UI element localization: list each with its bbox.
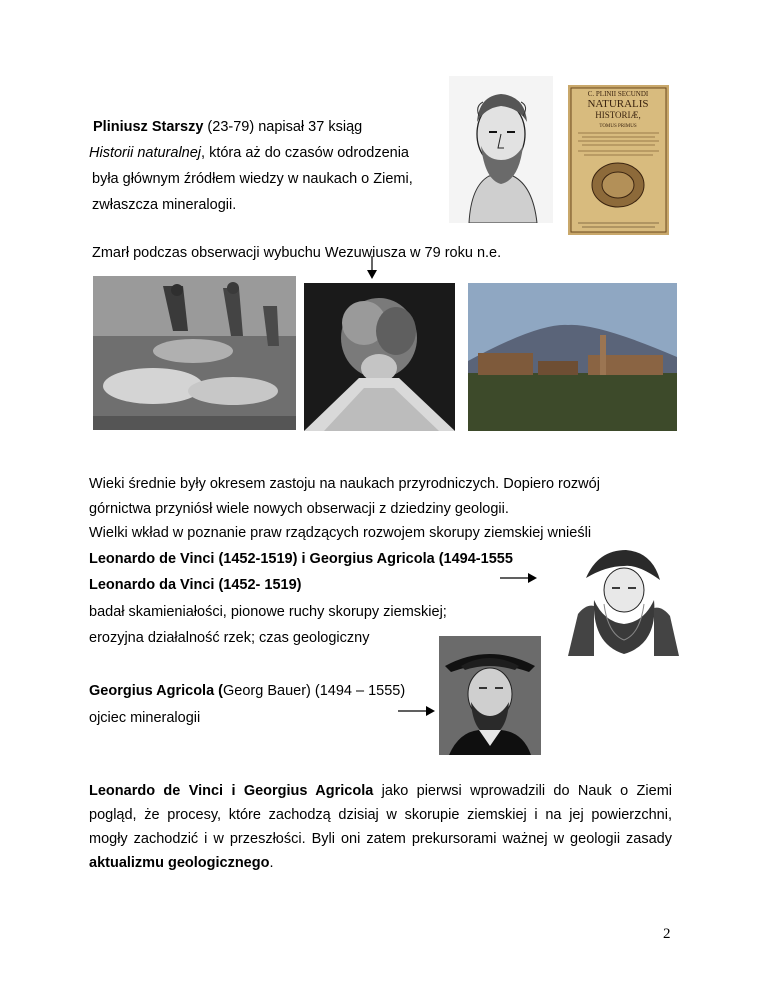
page-number: 2 [663,926,671,942]
leonardo-heading: Leonardo da Vinci (1452- 1519) [89,577,302,593]
agricola-line-2: ojciec mineralogii [89,710,201,726]
book-title-line-4: TOMUS PRIMUS [599,124,637,129]
conclusion-line-1-rest: jako pierwsi wprowadzili do Nauk o Ziemi [373,783,672,799]
conclusion-line-3: mogły zachodzić i w przeszłości. Byli oni zatem prekursorami ważnej w geologii zasady [89,831,672,847]
pompeii-forum-vesuvius-photo [468,283,677,431]
pliny-line-1 [93,118,362,136]
naturalis-historiae-book-cover [568,85,669,235]
pliny-line-4: zwłaszcza mineralogii. [92,197,237,213]
pliny-line-3: była głównym źródłem wiedzy w naukach o Ziemi, [92,171,413,187]
pliny-line-2-rest: , która aż do czasów odrodzenia [201,145,409,161]
agricola-portrait [439,636,541,755]
conclusion-line-1 [89,779,672,803]
book-title-line-2: NATURALIS [587,98,649,110]
agricola-name: Georgius Agricola ( [89,683,224,699]
conclusion-line-4 [89,851,672,875]
conclusion-bold-names: Leonardo de Vinci i Georgius Agricola [89,783,374,799]
agricola-dates: Georg Bauer) (1494 – 1555) [223,683,406,699]
vesuvius-eruption-photo [304,283,455,431]
conclusion-line-2: pogląd, że procesy, które zachodzą dzisiaj w skorupie ziemskiej i na jej powierzchni, [89,807,672,823]
leonardo-line-1: badał skamieniałości, pionowe ruchy skorupy ziemskiej; [89,604,447,620]
pliny-death-line: Zmarł podczas obserwacji wybuchu Wezuwiusza w 79 roku n.e. [92,245,502,261]
book-title-line-1: C. PLINII SECUNDI [587,90,649,98]
pompeii-excavation-photo [93,276,296,430]
conclusion-end: . [269,855,274,871]
pliny-portrait [449,76,553,223]
pliny-dates: (23-79) napisał 37 ksiąg [203,119,363,135]
book-title-line-3: HISTORIÆ, [595,110,641,120]
arrow-right-icon [500,572,538,584]
pliny-line-2 [89,144,409,162]
conclusion-bold-term: aktualizmu geologicznego [89,855,270,871]
middle-ages-line-1: Wieki średnie były okresem zastoju na naukach przyrodniczych. Dopiero rozwój [89,476,600,492]
leonardo-portrait [568,544,679,656]
pliny-name: Pliniusz Starszy [93,119,204,135]
historia-naturalis-title: Historii naturalnej [89,145,202,161]
arrow-right-icon [398,705,436,717]
agricola-heading [89,682,405,700]
middle-ages-line-4: Leonardo de Vinci (1452-1519) i Georgius Agricola (1494-1555 [89,551,513,567]
arrow-down-icon [365,256,379,280]
middle-ages-line-2: górnictwa przyniósł wiele nowych obserwacji z dziedziny geologii. [89,501,509,517]
middle-ages-line-3: Wielki wkład w poznanie praw rządzących rozwojem skorupy ziemskiej wnieśli [89,525,592,541]
leonardo-line-2: erozyjna działalność rzek; czas geologiczny [89,630,370,646]
conclusion-paragraph [89,779,672,875]
